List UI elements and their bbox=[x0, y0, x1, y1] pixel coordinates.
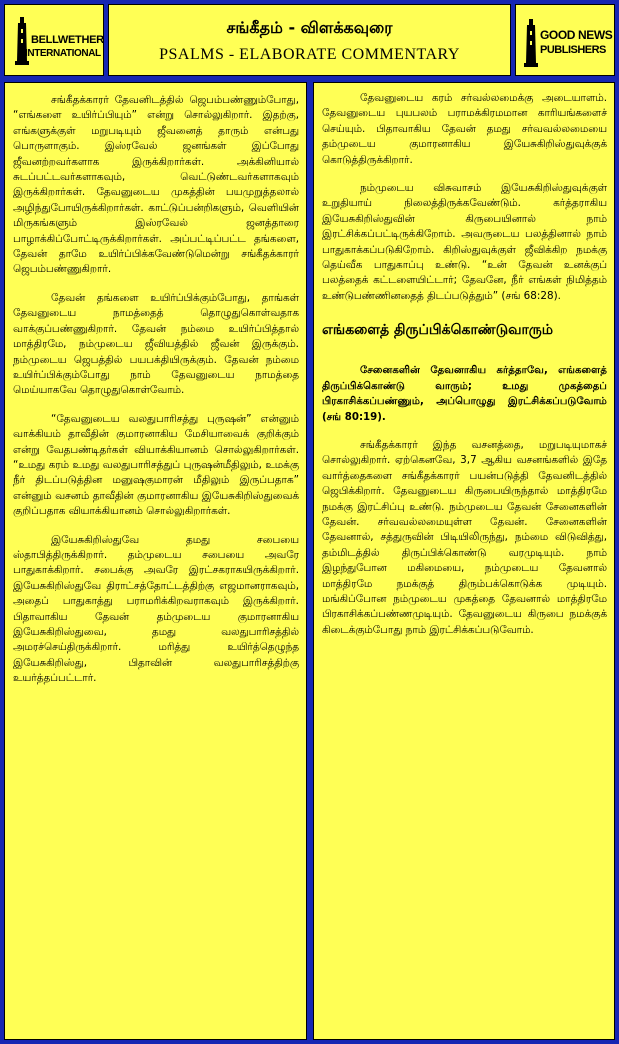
logo-left-line1: BELLWETHER bbox=[31, 34, 104, 46]
bellwether-logo bbox=[4, 4, 104, 76]
logo-right-line2: PUBLISHERS bbox=[540, 44, 606, 56]
page-header bbox=[108, 4, 511, 76]
good-news-logo bbox=[515, 4, 615, 76]
title-tamil: சங்கீதம் - விளக்கவுரை bbox=[226, 18, 393, 37]
section-heading: எங்களைத் திருப்பிக்கொண்டுவாரும் bbox=[322, 322, 554, 339]
left-column bbox=[4, 82, 307, 1040]
paragraph: நம்முடைய விசுவாசம் இயேசுகிறிஸ்துவுக்குள் உறுதியாய் நிலைத்திருக்கவேண்டும். கர்த்தராகிய இயேசுகிறிஸ்துவின் கிருபையினால் நாம் இரட்சிக்கப்பட்டிருக்கிறோம். அவருடைய பலத்தினால் நாம் பாதுகாக்கப்படுகிறோம். கிறிஸ்துவுக்குள் ஜீவிக்கிற நமக்கு தெய்வீக பாதுகாப்பு உண்டு. “உன் தேவன் உனக்குப் பலத்தைக் கட்டளையிட்டார்; தேவனே, நீர் எங்கள் நிமித்தம் உண்டுபண்ணினதைத் திடப்படுத்தும்” (சங் 68:28). bbox=[322, 182, 607, 302]
paragraph: சங்கீதக்காரர் இந்த வசனத்தை, மறுபடியுமாகச் சொல்லுகிறார். ஏற்கெனவே, 3,7 ஆகிய வசனங்களில் இதே வார்த்தைகளை சங்கீதக்காரர் பயன்படுத்தி தேவனிடத்தில் ஜெபிக்கிறார். தேவனுடைய கிருபையிருந்தால் மாத்திரமே நமக்கு இரட்சிப்பு உண்டு. நம்முடைய தேவன் சேனைகளின் தேவன். சர்வவல்லமையுள்ள தேவன். சேனைகளின் தேவனால், சத்துருவின் பிடியிலிருந்து, நம்மை விடுவித்து, தம்மிடத்தில் திருப்பிக்கொண்டு வரமுடியும். நாம் இழந்துபோன மகிமையை, நம்முடைய தேவனால் மாத்திரமே நமக்குத் திரும்பக்கொடுக்க முடியும். மங்கிப்போன நம்முடைய முகத்தை தேவனால் மாத்திரமே பிரகாசிக்கப்பண்ணமுடியும். தேவனுடைய கிருபை நமக்குக் கிடைக்கும்போது நாம் இரட்சிக்கப்படுவோம். bbox=[322, 438, 607, 636]
logo-right-line1: GOOD NEWS bbox=[540, 28, 613, 42]
paragraph: இயேசுகிறிஸ்துவே தமது சபையை ஸ்தாபித்திருக்கிறார். தம்முடைய சபையை அவரே பாதுகாக்கிறார். சபைக்கு அவரே இரட்சகராகயிருக்கிறார். இயேசுகிறிஸ்துவே திராட்சத்தோட்டத்திற்கு எஜமானராகவும், அதைப் பாதுகாத்து பராமரிக்கிறவராகவும் இருக்கிறார். பிதாவாகிய தேவன் தம்முடைய குமாரனாகிய இயேசுகிறிஸ்துவை, தமது வலதுபாரிசத்தில் அமரச்செய்திருக்கிறார். மரித்து உயிர்த்தெழுந்த இயேசுகிறிஸ்து, பிதாவின் வலதுபாரிசத்திற்கு உயர்த்தப்பட்டார். bbox=[13, 533, 299, 685]
paragraph: தேவன் தங்களை உயிர்ப்பிக்கும்போது, தாங்கள் தேவனுடைய நாமத்தைத் தொழுதுகொள்வதாக வாக்குப்பண்ணுகிறார். தேவன் நம்மை உயிர்ப்பித்தால் மாத்திரமே, நம்முடைய ஜீவியத்தில் ஜீவன் இருக்கும். நம்முடைய ஜெபத்தில் பயபக்தியிருக்கும். தேவன் நம்மை உயிர்ப்பிக்கும்போது நாம் தேவனுடைய நாமத்தை மெய்யாகவே தொழுதுகொள்வோம். bbox=[13, 291, 299, 397]
paragraph: சங்கீதக்காரர் தேவனிடத்தில் ஜெபம்பண்ணும்போது, “எங்களை உயிர்ப்பியும்” என்று சொல்லுகிறார். இதற்கு, எங்களுக்குள் மறுபடியும் ஜீவனைத் தாரும் என்பது பொருளாகும். இஸ்ரவேல் ஜனங்கள் இப்போது ஜீவனற்றவர்களாக இருக்கிறார்கள். அக்கினியால் சுடப்பட்டவர்களாகவும், வெட்டுண்டவர்களாகவும் இருக்கிறார்கள். தேவனுடைய முகத்தின் பயமுறுத்தலால் அழிந்துபோயிருக்கிறார்கள். காட்டுப்பன்றிகளும், வெளியின் மிருகங்களும் இஸ்ரவேல் ஜனத்தாரை பாழாக்கிப்போட்டிருக்கிறார்கள். அப்பட்டிப்பட்ட தங்களை, தேவன் தாமே உயிர்ப்பிக்கவேண்டுமென்று சங்கீதக்காரர் ஜெபம்பண்ணுகிறார். bbox=[13, 94, 299, 276]
verse-quote: சேனைகளின் தேவனாகிய கர்த்தாவே, எங்களைத் திருப்பிக்கொண்டு வாரும்; உமது முகத்தைப் பிரகாசிக்கப்பண்ணும், அப்பொழுது இரட்சிக்கப்படுவோம் (சங் 80:19). bbox=[322, 365, 607, 423]
right-column bbox=[313, 82, 615, 1040]
logo-left-line2: INTERNATIONAL bbox=[25, 48, 101, 59]
tower-icon bbox=[524, 19, 538, 67]
paragraph: தேவனுடைய கரம் சர்வல்லமைக்கு அடையாளம். தேவனுடைய புயபலம் பராமக்கிரமமான காரியங்களைச் செய்யும். பிதாவாகிய தேவன் தமது சர்வவல்லமையை தம்முடைய குமாரனாகிய இயேசுகிறிஸ்துவுக்குக் கொடுத்திருக்கிறார். bbox=[322, 92, 607, 166]
title-english: PSALMS - ELABORATE COMMENTARY bbox=[159, 46, 460, 63]
paragraph: “தேவனுடைய வலதுபாரிசத்து புருஷன்” என்னும் வாக்கியம் தாவீதின் குமாரனாகிய மேசியாவைக் குறிக்கும் என்று வேதபண்டிதர்கள் வியாக்கியானம் சொல்லுகிறார்கள். “உமது கரம் உமது வலதுபாரிசத்துப் புருஷன்மீதிலும், உமக்கு நீர் திடப்படுத்தின மனுஷகுமாரன் மீதிலும் இருப்பதாக” என்னும் வசனம் தாவீதின் குமாரனாகிய இயேசுகிறிஸ்துவைக் குறிப்பதாக வியாக்கியானம் சொல்லுகிறார்கள். bbox=[13, 412, 299, 518]
